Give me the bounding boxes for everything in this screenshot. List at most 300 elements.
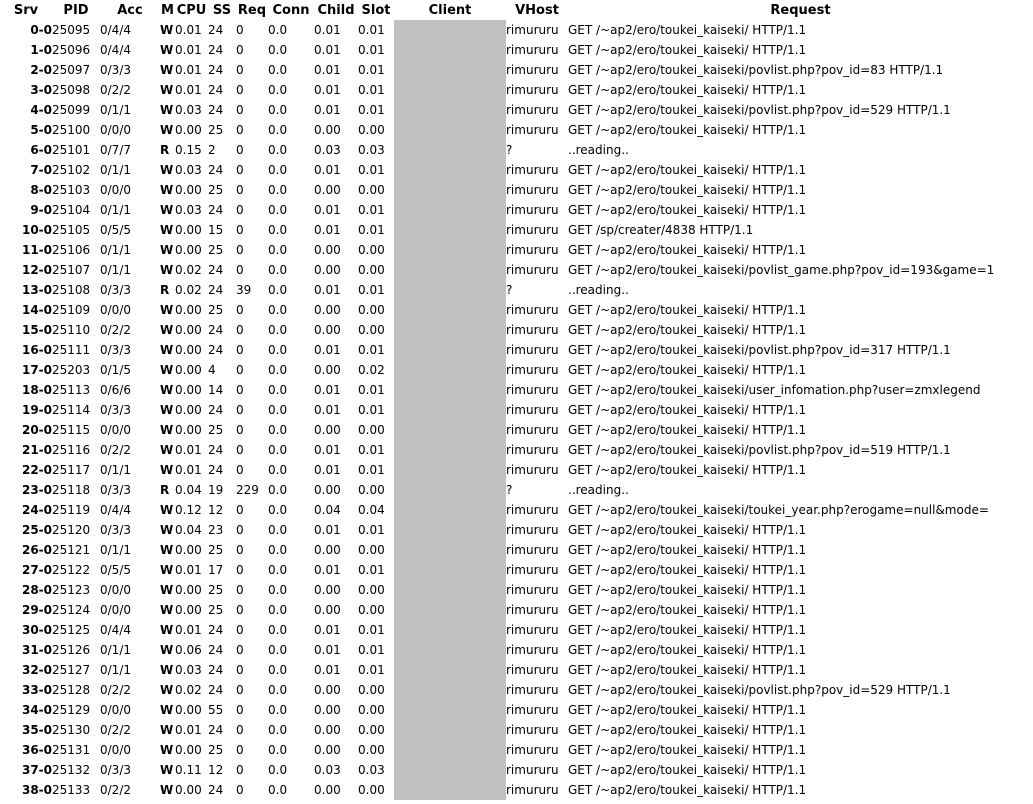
cell-srv: 33-0	[21, 683, 52, 697]
table-row	[0, 320, 1033, 340]
cell-pid: 25119	[52, 503, 91, 517]
cell-req: 0	[236, 683, 244, 697]
cell-child: 0.01	[314, 443, 341, 457]
cell-conn: 0.0	[268, 403, 288, 417]
table-row	[0, 300, 1033, 320]
cell-ss: 25	[208, 603, 224, 617]
cell-m: R	[160, 283, 170, 297]
cell-acc: 0/1/1	[100, 243, 131, 257]
cell-vhost: rimururu	[506, 163, 559, 177]
cell-req: 0	[236, 323, 244, 337]
cell-srv: 8-0	[30, 183, 52, 197]
cell-conn: 0.0	[268, 523, 288, 537]
cell-request: GET /~ap2/ero/toukei_kaiseki/ HTTP/1.1	[568, 763, 807, 777]
table-row	[0, 160, 1033, 180]
cell-srv: 27-0	[21, 563, 52, 577]
cell-pid: 25121	[52, 543, 91, 557]
cell-m: W	[160, 183, 174, 197]
cell-pid: 25108	[52, 283, 91, 297]
cell-cpu: 0.01	[175, 443, 202, 457]
cell-req: 0	[236, 623, 244, 637]
table-row	[0, 140, 1033, 160]
cell-child: 0.01	[314, 643, 341, 657]
table-row	[0, 260, 1033, 280]
cell-ss: 19	[208, 483, 224, 497]
cell-ss: 55	[208, 703, 224, 717]
cell-vhost: rimururu	[506, 683, 559, 697]
cell-ss: 25	[208, 583, 224, 597]
cell-srv: 5-0	[30, 123, 52, 137]
cell-slot: 0.00	[358, 743, 385, 757]
cell-client	[394, 280, 506, 300]
cell-client	[394, 560, 506, 580]
cell-pid: 25203	[52, 363, 91, 377]
table-row	[0, 520, 1033, 540]
table-row	[0, 720, 1033, 740]
cell-cpu: 0.15	[175, 143, 202, 157]
cell-child: 0.03	[314, 763, 341, 777]
cell-cpu: 0.03	[175, 203, 202, 217]
cell-m: W	[160, 603, 174, 617]
header-child: Child	[317, 2, 355, 18]
cell-req: 0	[236, 783, 244, 797]
cell-acc: 0/4/4	[100, 43, 131, 57]
cell-cpu: 0.00	[175, 783, 202, 797]
cell-m: W	[160, 723, 174, 737]
cell-client	[394, 300, 506, 320]
cell-client	[394, 640, 506, 660]
cell-acc: 0/1/1	[100, 203, 131, 217]
cell-m: W	[160, 223, 174, 237]
cell-slot: 0.00	[358, 783, 385, 797]
cell-cpu: 0.12	[175, 503, 202, 517]
cell-ss: 2	[208, 143, 216, 157]
cell-pid: 25131	[52, 743, 91, 757]
table-row	[0, 620, 1033, 640]
cell-cpu: 0.00	[175, 383, 202, 397]
cell-srv: 38-0	[21, 783, 52, 797]
cell-ss: 17	[208, 563, 224, 577]
cell-client	[394, 80, 506, 100]
cell-acc: 0/1/1	[100, 103, 131, 117]
cell-child: 0.01	[314, 203, 341, 217]
cell-ss: 24	[208, 783, 224, 797]
cell-client	[394, 600, 506, 620]
header-ss: SS	[212, 2, 232, 18]
cell-vhost: rimururu	[506, 663, 559, 677]
cell-cpu: 0.03	[175, 663, 202, 677]
cell-cpu: 0.00	[175, 583, 202, 597]
cell-vhost: rimururu	[506, 63, 559, 77]
cell-ss: 24	[208, 43, 224, 57]
cell-vhost: rimururu	[506, 183, 559, 197]
cell-acc: 0/3/3	[100, 763, 131, 777]
cell-request: GET /~ap2/ero/toukei_kaiseki/toukei_year.php?erogame=null&mode=	[568, 503, 989, 517]
cell-slot: 0.01	[358, 463, 385, 477]
cell-srv: 22-0	[21, 463, 52, 477]
cell-conn: 0.0	[268, 723, 288, 737]
cell-srv: 10-0	[21, 223, 52, 237]
cell-pid: 25103	[52, 183, 91, 197]
cell-ss: 24	[208, 163, 224, 177]
cell-conn: 0.0	[268, 443, 288, 457]
cell-req: 0	[236, 263, 244, 277]
cell-conn: 0.0	[268, 543, 288, 557]
cell-child: 0.01	[314, 63, 341, 77]
cell-child: 0.00	[314, 423, 341, 437]
cell-acc: 0/5/5	[100, 223, 131, 237]
cell-request: GET /~ap2/ero/toukei_kaiseki/ HTTP/1.1	[568, 183, 807, 197]
cell-req: 0	[236, 503, 244, 517]
cell-vhost: ?	[506, 483, 513, 497]
cell-m: R	[160, 483, 170, 497]
cell-ss: 24	[208, 283, 224, 297]
table-row	[0, 180, 1033, 200]
cell-req: 0	[236, 523, 244, 537]
cell-child: 0.01	[314, 103, 341, 117]
cell-request: GET /~ap2/ero/toukei_kaiseki/povlist.php?pov_id=83 HTTP/1.1	[568, 63, 944, 77]
cell-srv: 29-0	[21, 603, 52, 617]
cell-client	[394, 680, 506, 700]
table-row	[0, 420, 1033, 440]
cell-slot: 0.00	[358, 483, 385, 497]
cell-child: 0.00	[314, 603, 341, 617]
cell-m: W	[160, 23, 174, 37]
cell-child: 0.00	[314, 483, 341, 497]
cell-request: GET /~ap2/ero/toukei_kaiseki/ HTTP/1.1	[568, 723, 807, 737]
cell-conn: 0.0	[268, 83, 288, 97]
cell-pid: 25096	[52, 43, 91, 57]
cell-pid: 25125	[52, 623, 91, 637]
cell-ss: 24	[208, 443, 224, 457]
cell-srv: 19-0	[21, 403, 52, 417]
cell-vhost: rimururu	[506, 743, 559, 757]
cell-acc: 0/0/0	[100, 303, 131, 317]
cell-acc: 0/5/5	[100, 563, 131, 577]
cell-vhost: rimururu	[506, 303, 559, 317]
cell-conn: 0.0	[268, 303, 288, 317]
cell-srv: 6-0	[30, 143, 52, 157]
cell-req: 0	[236, 543, 244, 557]
cell-ss: 24	[208, 623, 224, 637]
cell-client	[394, 160, 506, 180]
cell-srv: 0-0	[30, 23, 52, 37]
table-row	[0, 700, 1033, 720]
cell-req: 0	[236, 363, 244, 377]
cell-srv: 24-0	[21, 503, 52, 517]
cell-conn: 0.0	[268, 663, 288, 677]
cell-ss: 24	[208, 103, 224, 117]
cell-m: W	[160, 663, 174, 677]
cell-slot: 0.00	[358, 423, 385, 437]
header-vhost: VHost	[515, 2, 559, 18]
cell-cpu: 0.00	[175, 423, 202, 437]
cell-req: 0	[236, 423, 244, 437]
cell-srv: 13-0	[21, 283, 52, 297]
cell-acc: 0/1/1	[100, 643, 131, 657]
cell-pid: 25111	[52, 343, 91, 357]
cell-request: ..reading..	[568, 283, 629, 297]
cell-pid: 25104	[52, 203, 91, 217]
cell-conn: 0.0	[268, 483, 288, 497]
cell-conn: 0.0	[268, 183, 288, 197]
cell-slot: 0.01	[358, 23, 385, 37]
cell-m: R	[160, 143, 170, 157]
cell-vhost: rimururu	[506, 383, 559, 397]
cell-request: GET /~ap2/ero/toukei_kaiseki/ HTTP/1.1	[568, 303, 807, 317]
cell-m: W	[160, 303, 174, 317]
cell-conn: 0.0	[268, 603, 288, 617]
cell-acc: 0/1/1	[100, 543, 131, 557]
cell-pid: 25116	[52, 443, 91, 457]
cell-child: 0.00	[314, 263, 341, 277]
cell-vhost: rimururu	[506, 583, 559, 597]
cell-conn: 0.0	[268, 423, 288, 437]
table-row	[0, 380, 1033, 400]
cell-pid: 25120	[52, 523, 91, 537]
cell-slot: 0.01	[358, 163, 385, 177]
cell-pid: 25133	[52, 783, 91, 797]
cell-acc: 0/0/0	[100, 603, 131, 617]
cell-conn: 0.0	[268, 323, 288, 337]
cell-slot: 0.01	[358, 283, 385, 297]
cell-cpu: 0.00	[175, 403, 202, 417]
cell-srv: 21-0	[21, 443, 52, 457]
cell-m: W	[160, 63, 174, 77]
cell-acc: 0/0/0	[100, 123, 131, 137]
cell-conn: 0.0	[268, 683, 288, 697]
cell-ss: 25	[208, 423, 224, 437]
cell-ss: 25	[208, 183, 224, 197]
cell-req: 0	[236, 63, 244, 77]
cell-srv: 36-0	[21, 743, 52, 757]
table-row	[0, 640, 1033, 660]
cell-ss: 24	[208, 203, 224, 217]
header-request: Request	[770, 2, 831, 18]
cell-srv: 1-0	[30, 43, 52, 57]
cell-req: 0	[236, 243, 244, 257]
cell-m: W	[160, 583, 174, 597]
cell-srv: 37-0	[21, 763, 52, 777]
cell-req: 0	[236, 443, 244, 457]
cell-req: 0	[236, 743, 244, 757]
cell-vhost: rimururu	[506, 643, 559, 657]
cell-m: W	[160, 563, 174, 577]
cell-slot: 0.01	[358, 643, 385, 657]
cell-slot: 0.01	[358, 403, 385, 417]
cell-pid: 25126	[52, 643, 91, 657]
header-pid: PID	[63, 2, 89, 18]
cell-cpu: 0.04	[175, 523, 202, 537]
cell-pid: 25099	[52, 103, 91, 117]
cell-slot: 0.00	[358, 303, 385, 317]
cell-cpu: 0.02	[175, 283, 202, 297]
cell-srv: 4-0	[30, 103, 52, 117]
cell-vhost: rimururu	[506, 783, 559, 797]
cell-vhost: rimururu	[506, 203, 559, 217]
cell-client	[394, 580, 506, 600]
cell-request: ..reading..	[568, 483, 629, 497]
cell-client	[394, 320, 506, 340]
cell-conn: 0.0	[268, 623, 288, 637]
cell-conn: 0.0	[268, 583, 288, 597]
cell-ss: 14	[208, 383, 224, 397]
cell-acc: 0/3/3	[100, 343, 131, 357]
table-row	[0, 560, 1033, 580]
cell-client	[394, 40, 506, 60]
cell-m: W	[160, 443, 174, 457]
cell-srv: 35-0	[21, 723, 52, 737]
cell-child: 0.01	[314, 163, 341, 177]
cell-slot: 0.01	[358, 203, 385, 217]
cell-request: GET /~ap2/ero/toukei_kaiseki/ HTTP/1.1	[568, 563, 807, 577]
cell-cpu: 0.02	[175, 683, 202, 697]
cell-request: GET /~ap2/ero/toukei_kaiseki/user_infomation.php?user=zmxlegend	[568, 383, 981, 397]
cell-req: 229	[236, 483, 259, 497]
cell-ss: 25	[208, 123, 224, 137]
cell-m: W	[160, 523, 174, 537]
cell-cpu: 0.00	[175, 603, 202, 617]
cell-conn: 0.0	[268, 223, 288, 237]
cell-vhost: rimururu	[506, 703, 559, 717]
cell-conn: 0.0	[268, 203, 288, 217]
cell-cpu: 0.01	[175, 723, 202, 737]
cell-cpu: 0.00	[175, 703, 202, 717]
cell-child: 0.00	[314, 543, 341, 557]
cell-pid: 25124	[52, 603, 91, 617]
cell-request: GET /sp/creater/4838 HTTP/1.1	[568, 223, 754, 237]
cell-client	[394, 540, 506, 560]
table-row	[0, 460, 1033, 480]
cell-ss: 25	[208, 243, 224, 257]
cell-m: W	[160, 383, 174, 397]
cell-vhost: rimururu	[506, 83, 559, 97]
cell-ss: 24	[208, 643, 224, 657]
cell-conn: 0.0	[268, 43, 288, 57]
cell-cpu: 0.01	[175, 463, 202, 477]
cell-acc: 0/1/1	[100, 163, 131, 177]
cell-child: 0.04	[314, 503, 341, 517]
cell-conn: 0.0	[268, 703, 288, 717]
cell-ss: 24	[208, 323, 224, 337]
cell-req: 39	[236, 283, 252, 297]
cell-slot: 0.01	[358, 83, 385, 97]
cell-slot: 0.00	[358, 703, 385, 717]
header-cpu: CPU	[176, 2, 207, 18]
cell-slot: 0.03	[358, 763, 385, 777]
header-slot: Slot	[361, 2, 391, 18]
cell-request: GET /~ap2/ero/toukei_kaiseki/povlist.php?pov_id=317 HTTP/1.1	[568, 343, 951, 357]
cell-cpu: 0.02	[175, 263, 202, 277]
cell-m: W	[160, 43, 174, 57]
cell-child: 0.00	[314, 183, 341, 197]
cell-srv: 18-0	[21, 383, 52, 397]
cell-request: GET /~ap2/ero/toukei_kaiseki/ HTTP/1.1	[568, 403, 807, 417]
table-row	[0, 120, 1033, 140]
cell-slot: 0.01	[358, 443, 385, 457]
cell-client	[394, 620, 506, 640]
cell-cpu: 0.11	[175, 763, 202, 777]
cell-cpu: 0.00	[175, 343, 202, 357]
cell-client	[394, 760, 506, 780]
cell-client	[394, 180, 506, 200]
cell-req: 0	[236, 763, 244, 777]
cell-ss: 24	[208, 403, 224, 417]
cell-req: 0	[236, 143, 244, 157]
cell-req: 0	[236, 403, 244, 417]
cell-vhost: rimururu	[506, 443, 559, 457]
cell-slot: 0.00	[358, 543, 385, 557]
cell-request: GET /~ap2/ero/toukei_kaiseki/ HTTP/1.1	[568, 783, 807, 797]
cell-ss: 12	[208, 503, 224, 517]
table-row	[0, 440, 1033, 460]
cell-m: W	[160, 123, 174, 137]
cell-slot: 0.01	[358, 63, 385, 77]
table-row	[0, 400, 1033, 420]
cell-m: W	[160, 203, 174, 217]
cell-req: 0	[236, 203, 244, 217]
cell-m: W	[160, 743, 174, 757]
cell-ss: 25	[208, 743, 224, 757]
cell-srv: 17-0	[21, 363, 52, 377]
cell-vhost: rimururu	[506, 623, 559, 637]
cell-pid: 25118	[52, 483, 91, 497]
cell-request: GET /~ap2/ero/toukei_kaiseki/povlist.php?pov_id=529 HTTP/1.1	[568, 103, 951, 117]
cell-conn: 0.0	[268, 503, 288, 517]
cell-req: 0	[236, 563, 244, 577]
cell-acc: 0/3/3	[100, 403, 131, 417]
cell-request: GET /~ap2/ero/toukei_kaiseki/ HTTP/1.1	[568, 583, 807, 597]
cell-srv: 25-0	[21, 523, 52, 537]
cell-conn: 0.0	[268, 283, 288, 297]
cell-vhost: rimururu	[506, 723, 559, 737]
cell-cpu: 0.01	[175, 83, 202, 97]
cell-pid: 25097	[52, 63, 91, 77]
cell-m: W	[160, 783, 174, 797]
cell-request: GET /~ap2/ero/toukei_kaiseki/ HTTP/1.1	[568, 523, 807, 537]
table-row	[0, 60, 1033, 80]
cell-conn: 0.0	[268, 143, 288, 157]
cell-acc: 0/3/3	[100, 483, 131, 497]
cell-vhost: rimururu	[506, 103, 559, 117]
table-row	[0, 500, 1033, 520]
cell-conn: 0.0	[268, 783, 288, 797]
cell-slot: 0.01	[358, 523, 385, 537]
cell-client	[394, 440, 506, 460]
cell-vhost: rimururu	[506, 343, 559, 357]
cell-vhost: rimururu	[506, 463, 559, 477]
table-row	[0, 780, 1033, 800]
cell-srv: 28-0	[21, 583, 52, 597]
cell-vhost: rimururu	[506, 423, 559, 437]
cell-pid: 25102	[52, 163, 91, 177]
cell-vhost: rimururu	[506, 603, 559, 617]
cell-slot: 0.02	[358, 363, 385, 377]
cell-srv: 26-0	[21, 543, 52, 557]
cell-cpu: 0.01	[175, 43, 202, 57]
cell-slot: 0.01	[358, 343, 385, 357]
cell-client	[394, 340, 506, 360]
cell-request: GET /~ap2/ero/toukei_kaiseki/ HTTP/1.1	[568, 643, 807, 657]
cell-srv: 12-0	[21, 263, 52, 277]
cell-acc: 0/1/1	[100, 263, 131, 277]
cell-pid: 25132	[52, 763, 91, 777]
cell-req: 0	[236, 383, 244, 397]
cell-m: W	[160, 763, 174, 777]
table-row	[0, 740, 1033, 760]
cell-child: 0.01	[314, 343, 341, 357]
cell-req: 0	[236, 303, 244, 317]
